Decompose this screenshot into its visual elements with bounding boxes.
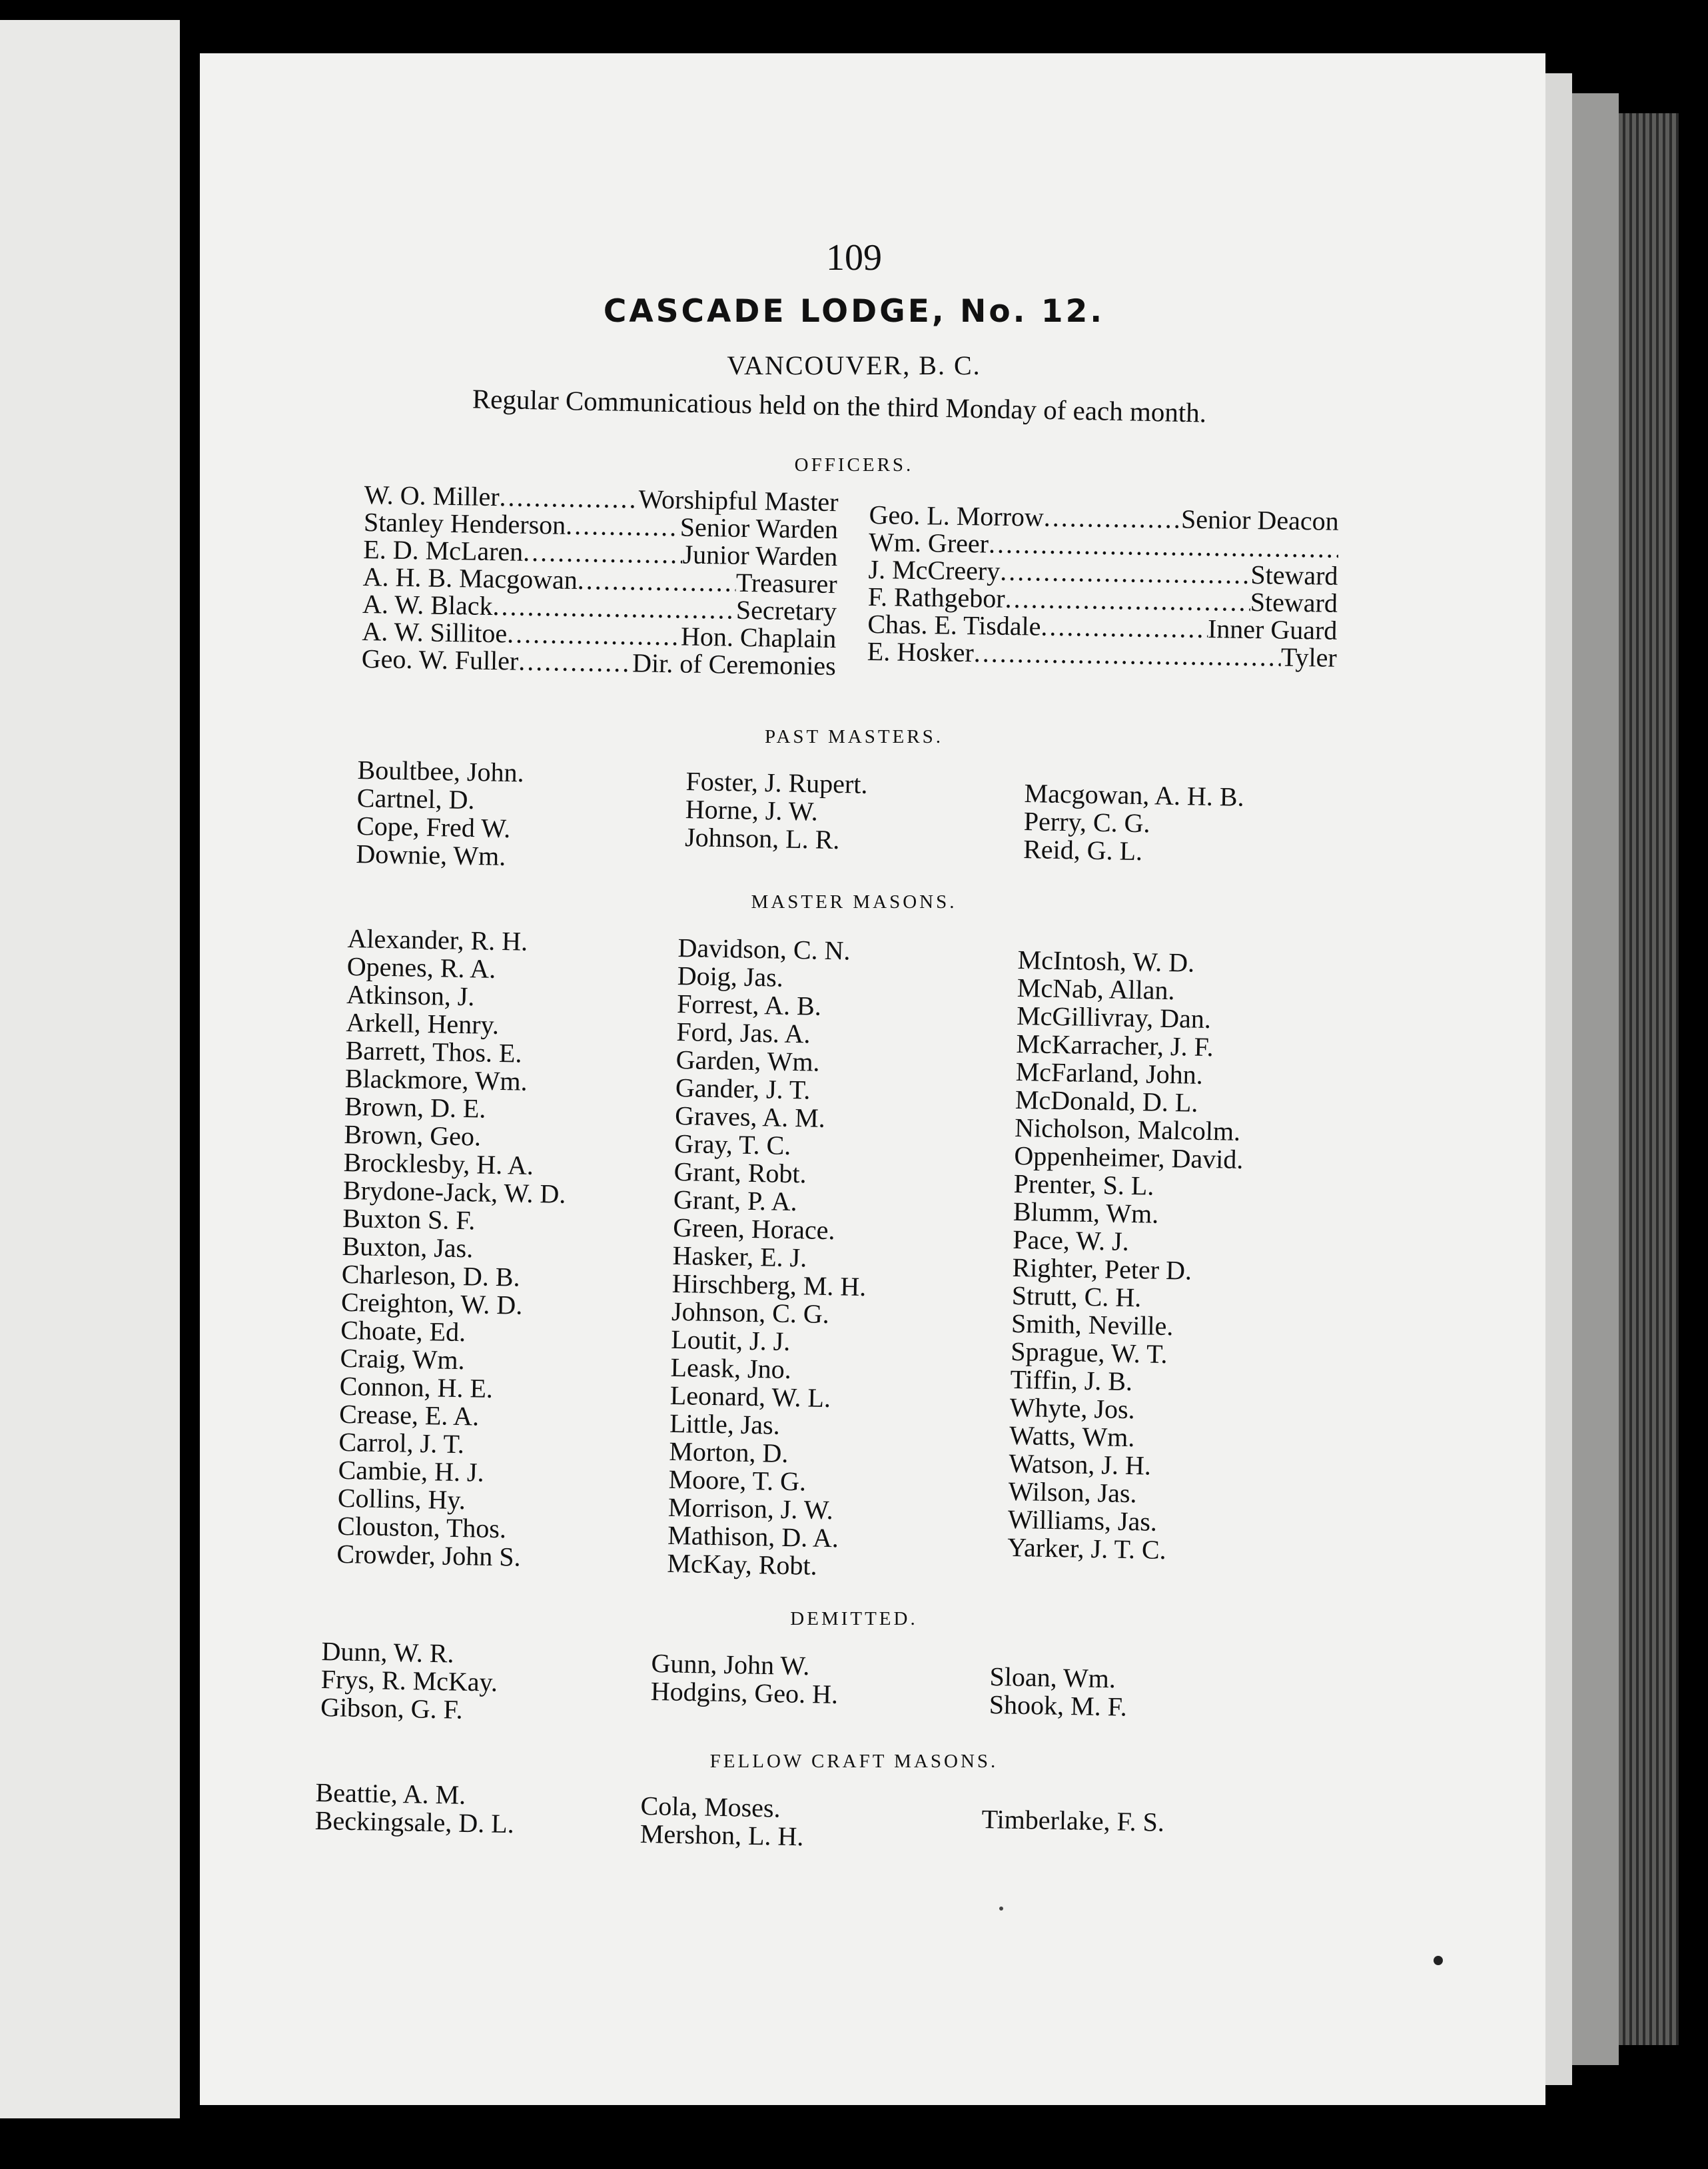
member-name: Atkinson, J.	[346, 979, 475, 1012]
member-name: Arkell, Henry.	[346, 1007, 500, 1040]
officer-title: Tyler	[1280, 642, 1338, 673]
member-name: Oppenheimer, David.	[1014, 1140, 1244, 1174]
member-name: Strutt, C. H.	[1011, 1280, 1142, 1313]
leader-dots	[578, 566, 737, 596]
member-name: Johnson, L. R.	[684, 821, 840, 855]
member-name: Nicholson, Malcolm.	[1014, 1112, 1241, 1146]
member-name: Grant, P. A.	[673, 1184, 797, 1217]
ink-speck	[1434, 1956, 1443, 1965]
member-name: Sprague, W. T.	[1010, 1336, 1168, 1370]
member-name: Beckingsale, D. L.	[314, 1805, 515, 1839]
member-name: Wilson, Jas.	[1008, 1476, 1137, 1509]
member-name: Garden, Wm.	[675, 1044, 820, 1077]
member-name: Watts, Wm.	[1009, 1420, 1135, 1453]
member-name: Grant, Robt.	[673, 1156, 807, 1189]
fellow-craft-col-3	[981, 1805, 1164, 1837]
leader-dots	[1005, 585, 1250, 616]
officer-title: Worshipful Master	[638, 484, 839, 518]
leader-dots	[1041, 613, 1208, 642]
member-name: Mathison, D. A.	[667, 1519, 839, 1553]
officer-name: J. McCreery	[868, 554, 1001, 586]
member-name: Davidson, C. N.	[677, 933, 851, 966]
officer-title: Steward	[1250, 560, 1338, 591]
officer-name: A. W. Black	[362, 588, 493, 622]
officer-entry	[867, 638, 1338, 671]
meeting-notice: Regular Communicatious held on the third Monday of each month.	[472, 383, 1207, 428]
officer-title: Senior Warden	[679, 512, 839, 545]
member-name: Horne, J. W.	[685, 793, 819, 827]
member-name: Frys, R. McKay.	[320, 1663, 498, 1697]
past-masters-col-2	[685, 767, 868, 855]
member-name: Brydone-Jack, W. D.	[342, 1174, 566, 1209]
officer-title: Senior Deacon	[1180, 504, 1339, 536]
member-name: Gander, J. T.	[675, 1072, 811, 1105]
member-name: Macgowan, A. H. B.	[1024, 778, 1244, 812]
member-name: Yarker, J. T. C.	[1007, 1531, 1167, 1565]
member-name: Choate, Ed.	[340, 1314, 466, 1348]
leader-dots	[974, 639, 1282, 670]
member-name: Tiffin, J. B.	[1010, 1364, 1133, 1397]
member-name: Foster, J. Rupert.	[685, 766, 868, 799]
fellow-craft-col-1	[315, 1779, 515, 1838]
officer-title: Steward	[1250, 587, 1338, 618]
officer-entry	[361, 645, 836, 679]
officers-right-list	[867, 501, 1339, 671]
member-name: McKarracher, J. F.	[1016, 1028, 1214, 1063]
member-name: Morrison, J. W.	[667, 1492, 834, 1525]
member-name: Brown, D. E.	[344, 1090, 486, 1124]
member-name: Hirschberg, M. H.	[671, 1268, 867, 1302]
member-name: Doig, Jas.	[677, 960, 784, 993]
member-name: Hasker, E. J.	[672, 1240, 807, 1273]
member-name: Watson, J. H.	[1009, 1448, 1152, 1481]
member-name: Loutit, J. J.	[670, 1324, 791, 1357]
member-name: Green, Horace.	[672, 1212, 835, 1246]
lodge-title: CASCADE LODGE, No. 12.	[603, 293, 1105, 330]
leader-dots	[518, 648, 633, 677]
officer-title: Dir. of Ceremonies	[632, 648, 837, 681]
officer-name: Geo. W. Fuller	[361, 643, 519, 676]
officer-name: A. W. Sillitoe	[362, 616, 508, 649]
member-name: Little, Jas.	[669, 1408, 781, 1440]
demitted-col-2	[651, 1649, 839, 1709]
member-name: Clouston, Thos.	[336, 1510, 507, 1544]
member-name: McDonald, D. L.	[1015, 1084, 1198, 1118]
officer-name: Wm. Greer	[868, 526, 989, 559]
member-name: Smith, Neville.	[1011, 1308, 1174, 1342]
member-name: Gibson, G. F.	[320, 1691, 464, 1725]
leader-dots	[492, 592, 736, 624]
member-name: Whyte, Jos.	[1009, 1392, 1136, 1425]
member-name: Buxton S. F.	[342, 1202, 476, 1236]
member-name: Prenter, S. L.	[1013, 1168, 1154, 1201]
master-masons-col-2	[667, 934, 872, 1581]
member-name: McIntosh, W. D.	[1017, 945, 1195, 978]
member-name: Morton, D.	[669, 1436, 789, 1469]
fellow-craft-col-2	[640, 1792, 805, 1851]
officer-name: A. H. B. Macgowan	[362, 561, 578, 596]
officer-title: Treasurer	[735, 567, 838, 600]
officer-name: Stanley Henderson	[363, 506, 566, 540]
ink-speck	[999, 1907, 1003, 1911]
leader-dots	[499, 483, 639, 512]
member-name: Blackmore, Wm.	[344, 1063, 528, 1096]
leader-dots	[523, 538, 683, 568]
past-masters-heading: PAST MASTERS.	[765, 726, 943, 747]
member-name: Cartnel, D.	[356, 782, 475, 815]
member-name: Charleson, D. B.	[341, 1258, 520, 1292]
member-name: Leonard, W. L.	[669, 1380, 831, 1414]
member-name: Graves, A. M.	[674, 1100, 826, 1133]
member-name: McKay, Robt.	[667, 1547, 818, 1581]
member-name: McFarland, John.	[1015, 1056, 1204, 1090]
member-name: Gunn, John W.	[651, 1648, 810, 1681]
member-name: Moore, T. G.	[668, 1464, 807, 1497]
member-name: Johnson, C. G.	[671, 1296, 830, 1330]
member-name: Gray, T. C.	[674, 1128, 791, 1160]
member-name: Sloan, Wm.	[989, 1661, 1116, 1694]
member-name: McNab, Allan.	[1017, 972, 1175, 1006]
officer-title: Hon. Chaplain	[680, 621, 837, 654]
member-name: Cambie, H. J.	[338, 1454, 484, 1488]
member-name: Mershon, L. H.	[640, 1818, 804, 1852]
past-masters-col-3	[1023, 779, 1244, 867]
member-name: Righter, Peter D.	[1012, 1252, 1192, 1286]
officer-name: E. Hosker	[867, 636, 975, 668]
member-name: Reid, G. L.	[1023, 833, 1143, 867]
demitted-heading: DEMITTED.	[790, 1608, 918, 1629]
member-name: Ford, Jas. A.	[676, 1016, 811, 1049]
member-name: Cola, Moses.	[640, 1791, 781, 1823]
demitted-col-3	[989, 1663, 1128, 1721]
officer-title: Secretary	[735, 594, 837, 627]
member-name: Cope, Fred W.	[356, 810, 511, 844]
member-name: Collins, Hy.	[337, 1482, 466, 1516]
member-name: Boultbee, John.	[357, 755, 524, 788]
officer-title: Junior Warden	[682, 539, 838, 572]
past-masters-col-1	[356, 756, 524, 871]
leader-dots	[989, 530, 1339, 562]
member-name: Dunn, W. R.	[321, 1636, 454, 1669]
leader-dots	[507, 620, 681, 650]
member-name: Connon, H. E.	[339, 1370, 494, 1404]
member-name: Craig, Wm.	[340, 1342, 466, 1376]
member-name: Crease, E. A.	[338, 1398, 480, 1432]
officer-name: Geo. L. Morrow	[869, 500, 1045, 532]
officers-heading: OFFICERS.	[794, 454, 914, 476]
fellow-craft-heading: FELLOW CRAFT MASONS.	[709, 1751, 999, 1772]
leader-dots	[1044, 504, 1182, 533]
member-name: Perry, C. G.	[1023, 805, 1150, 839]
lodge-location: VANCOUVER, B. C.	[727, 350, 981, 380]
officer-name: E. D. McLaren	[363, 534, 524, 567]
leader-dots	[1000, 558, 1251, 588]
member-name: Forrest, A. B.	[676, 988, 822, 1021]
master-masons-col-3	[1007, 946, 1247, 1565]
facing-page-edge	[0, 20, 180, 2118]
leader-dots	[566, 512, 680, 541]
member-name: Pace, W. J.	[1012, 1224, 1130, 1256]
member-name: McGillivray, Dan.	[1016, 1000, 1212, 1035]
member-name: Alexander, R. H.	[347, 923, 528, 957]
officer-name: W. O. Miller	[364, 480, 500, 512]
member-name: Leask, Jno.	[670, 1352, 792, 1385]
member-name: Downie, Wm.	[356, 838, 506, 871]
member-name: Openes, R. A.	[346, 951, 496, 984]
officer-name: F. Rathgebor	[867, 581, 1005, 614]
member-name: Barrett, Thos. E.	[345, 1035, 522, 1069]
officers-left-list	[361, 481, 838, 679]
member-name: Shook, M. F.	[989, 1689, 1128, 1722]
master-masons-heading: MASTER MASONS.	[751, 891, 957, 913]
member-name: Buxton, Jas.	[342, 1230, 474, 1264]
demitted-col-1	[320, 1637, 498, 1725]
officer-title: Inner Guard	[1207, 614, 1338, 646]
member-name: Brocklesby, H. A.	[343, 1146, 534, 1180]
member-name: Carrol, J. T.	[338, 1426, 465, 1460]
master-masons-col-1	[336, 925, 570, 1572]
page-number: 109	[826, 237, 882, 278]
member-name: Blumm, Wm.	[1013, 1196, 1159, 1229]
officer-name: Chas. E. Tisdale	[867, 608, 1041, 642]
member-name: Hodgins, Geo. H.	[650, 1675, 839, 1709]
member-name: Creighton, W. D.	[340, 1286, 523, 1320]
member-name: Brown, Geo.	[344, 1118, 482, 1152]
member-name: Crowder, John S.	[336, 1538, 522, 1572]
member-name: Beattie, A. M.	[315, 1777, 466, 1810]
member-name: Timberlake, F. S.	[981, 1804, 1165, 1837]
member-name: Williams, Jas.	[1007, 1504, 1158, 1537]
